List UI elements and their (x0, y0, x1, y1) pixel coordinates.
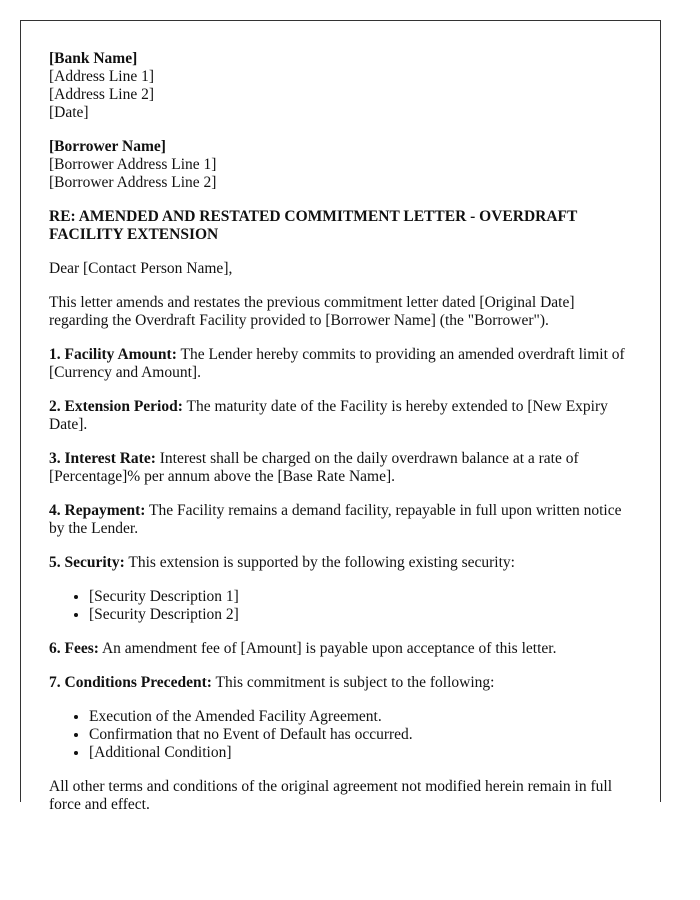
section-interest-rate (49, 450, 632, 486)
section-text: This extension is supported by the following existing security: (124, 554, 515, 571)
list-item: • [Additional Condition] (89, 744, 632, 762)
section-text: An amendment fee of [Amount] is payable upon acceptance of this letter. (98, 640, 557, 657)
section-conditions (49, 674, 632, 692)
sender-block (49, 50, 632, 122)
section-text: Interest shall be charged on the daily overdrawn balance at a rate of [Percentage]% per annum above the [Base Rate Name]. (49, 450, 579, 485)
recipient-block (49, 138, 632, 192)
bank-address-1: [Address Line 1] (49, 68, 155, 85)
section-repayment (49, 502, 632, 538)
list-item: • Execution of the Amended Facility Agreement. (89, 708, 632, 726)
section-text: The Facility remains a demand facility, repayable in full upon written notice by the Lender. (49, 502, 622, 537)
borrower-address-1: [Borrower Address Line 1] (49, 156, 217, 173)
section-heading: 1. Facility Amount: (49, 346, 177, 363)
security-list (49, 588, 632, 624)
section-text: The maturity date of the Facility is hereby extended to [New Expiry Date]. (49, 398, 608, 433)
list-item: • [Security Description 1] (89, 588, 632, 606)
subject-line: RE: AMENDED AND RESTATED COMMITMENT LETTER - OVERDRAFT FACILITY EXTENSION (49, 208, 578, 243)
section-text: The Lender hereby commits to providing an amended overdraft limit of [Currency and Amount]. (49, 346, 625, 381)
section-facility-amount (49, 346, 632, 382)
bank-address-2: [Address Line 2] (49, 86, 155, 103)
intro-paragraph: This letter amends and restates the previous commitment letter dated [Original Date] regarding the Overdraft Facility provided to [Borrower Name] (the "Borrower"). (49, 294, 575, 329)
section-heading: 3. Interest Rate: (49, 450, 156, 467)
section-heading: 2. Extension Period: (49, 398, 183, 415)
section-extension-period (49, 398, 632, 434)
section-heading: 5. Security: (49, 554, 125, 571)
borrower-address-2: [Borrower Address Line 2] (49, 174, 217, 191)
section-fees (49, 640, 632, 658)
section-text: This commitment is subject to the following: (211, 674, 495, 691)
conditions-list (49, 708, 632, 762)
section-heading: 7. Conditions Precedent: (49, 674, 212, 691)
section-heading: 6. Fees: (49, 640, 99, 657)
section-security (49, 554, 632, 572)
letter-page (20, 20, 661, 813)
bank-name: [Bank Name] (49, 50, 138, 67)
list-item: • Confirmation that no Event of Default has occurred. (89, 726, 632, 744)
closing-paragraph: All other terms and conditions of the original agreement not modified herein remain in full force and effect. (49, 778, 613, 813)
borrower-name: [Borrower Name] (49, 138, 166, 155)
salutation: Dear [Contact Person Name], (49, 260, 233, 277)
letter-date: [Date] (49, 104, 89, 121)
section-heading: 4. Repayment: (49, 502, 146, 519)
list-item: • [Security Description 2] (89, 606, 632, 624)
